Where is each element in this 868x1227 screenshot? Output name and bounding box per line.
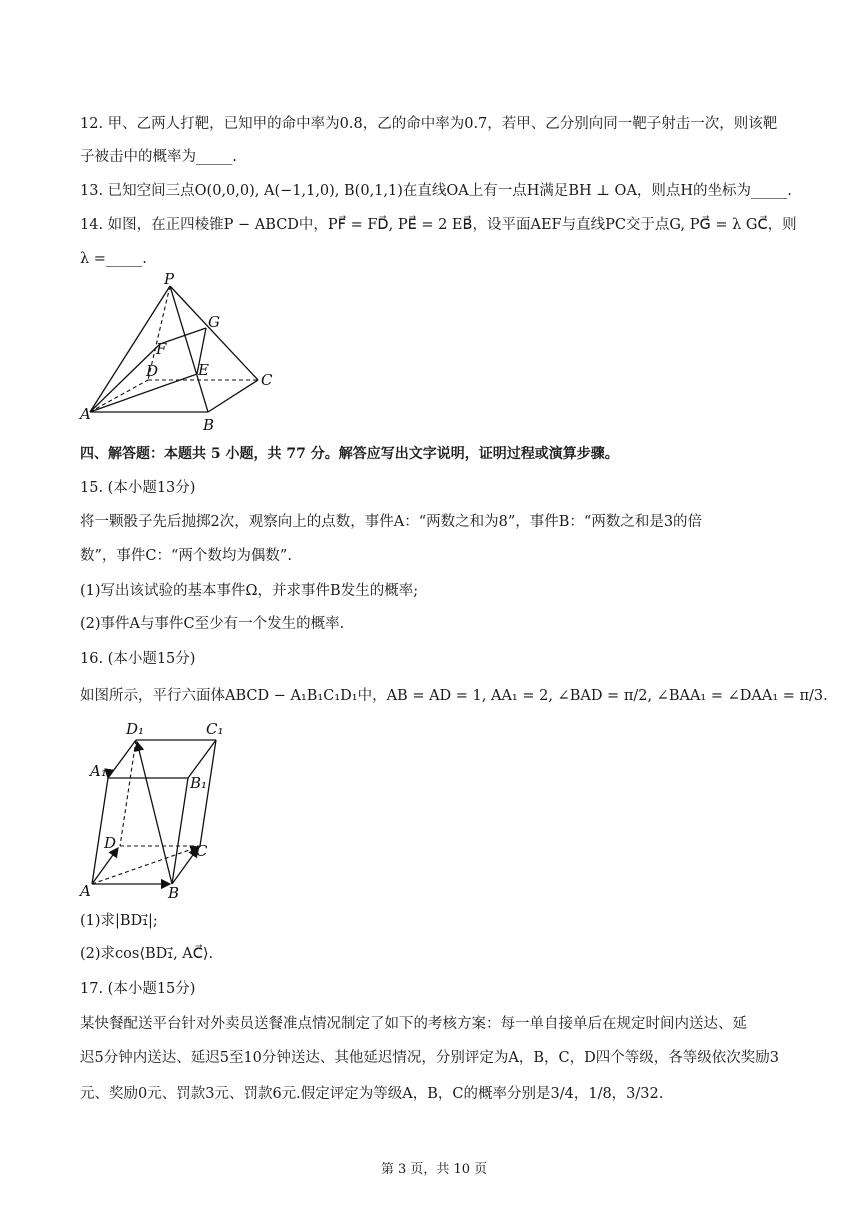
q17-title: 17. (本小题15分) (80, 981, 196, 997)
q16-part2: (2)求cos⟨BD₁⃗, AC⃗⟩. (80, 946, 214, 962)
q17-line3: 元、奖励0元、罚款3元、罚款6元.假定评定为等级A，B，C的概率分别是3/4，1/8，3/32. (80, 1086, 664, 1102)
q12-line2: 子被击中的概率为_____. (80, 149, 237, 165)
pyramid-figure (78, 272, 288, 434)
pyramid-label-a: A (80, 405, 91, 423)
prism-label-d1: D₁ (126, 720, 145, 738)
q15-line2: 数”，事件C：“两个数均为偶数”. (80, 548, 292, 564)
q13-line1: 13. 已知空间三点O(0,0,0), A(−1,1,0), B(0,1,1)在直线OA上有一点H满足BH ⊥ OA，则点H的坐标为_____. (80, 183, 792, 199)
q14-line2: λ =_____. (80, 251, 147, 267)
q12-line1: 12. 甲、乙两人打靶，已知甲的命中率为0.8，乙的命中率为0.7，若甲、乙分别向同一靶子射击一次，则该靶 (80, 116, 778, 132)
prism-label-b1: B₁ (190, 774, 208, 792)
parallelepiped-figure (78, 716, 238, 901)
pyramid-label-g: G (208, 313, 220, 331)
prism-label-a1: A₁ (90, 762, 107, 780)
prism-label-c: C (196, 842, 208, 860)
prism-label-b: B (168, 884, 180, 901)
q16-line1: 如图所示，平行六面体ABCD − A₁B₁C₁D₁中，AB = AD = 1, AA₁ = 2, ∠BAD = π/2, ∠BAA₁ = ∠DAA₁ = π/3. (80, 688, 828, 704)
q15-part2: (2)事件A与事件C至少有一个发生的概率. (80, 616, 345, 632)
pyramid-label-e: E (198, 361, 209, 379)
prism-label-a: A (80, 882, 91, 900)
q14-line1: 14. 如图，在正四棱锥P − ABCD中，PF⃗ = FD⃗, PE⃗ = 2 EB⃗，设平面AEF与直线PC交于点G, PG⃗ = λ GC⃗，则 (80, 217, 797, 233)
pyramid-label-b: B (203, 416, 215, 434)
pyramid-label-p: P (164, 272, 175, 288)
q15-line1: 将一颗骰子先后抛掷2次，观察向上的点数，事件A：“两数之和为8”，事件B：“两数之和是3的倍 (80, 514, 703, 530)
q17-line2: 迟5分钟内送达、延迟5至10分钟送达、其他延迟情况，分别评定为A，B，C，D四个等级，各等级依次奖励3 (80, 1050, 779, 1066)
prism-label-d: D (104, 834, 117, 852)
pyramid-label-c: C (261, 371, 273, 389)
pyramid-label-d: D (146, 362, 159, 380)
prism-label-c1: C₁ (206, 720, 224, 738)
q15-part1: (1)写出该试验的基本事件Ω，并求事件B发生的概率; (80, 583, 419, 599)
section4-heading: 四、解答题：本题共 5 小题，共 77 分。解答应写出文字说明，证明过程或演算步骤。 (80, 446, 619, 462)
page-footer: 第 3 页，共 10 页 (380, 1162, 488, 1177)
q16-part1: (1)求|BD₁⃗|; (80, 913, 158, 929)
q17-line1: 某快餐配送平台针对外卖员送餐准点情况制定了如下的考核方案：每一单自接单后在规定时间内送达、延 (80, 1016, 747, 1032)
q15-title: 15. (本小题13分) (80, 480, 196, 496)
q16-title: 16. (本小题15分) (80, 651, 196, 667)
pyramid-label-f: F (156, 340, 167, 358)
